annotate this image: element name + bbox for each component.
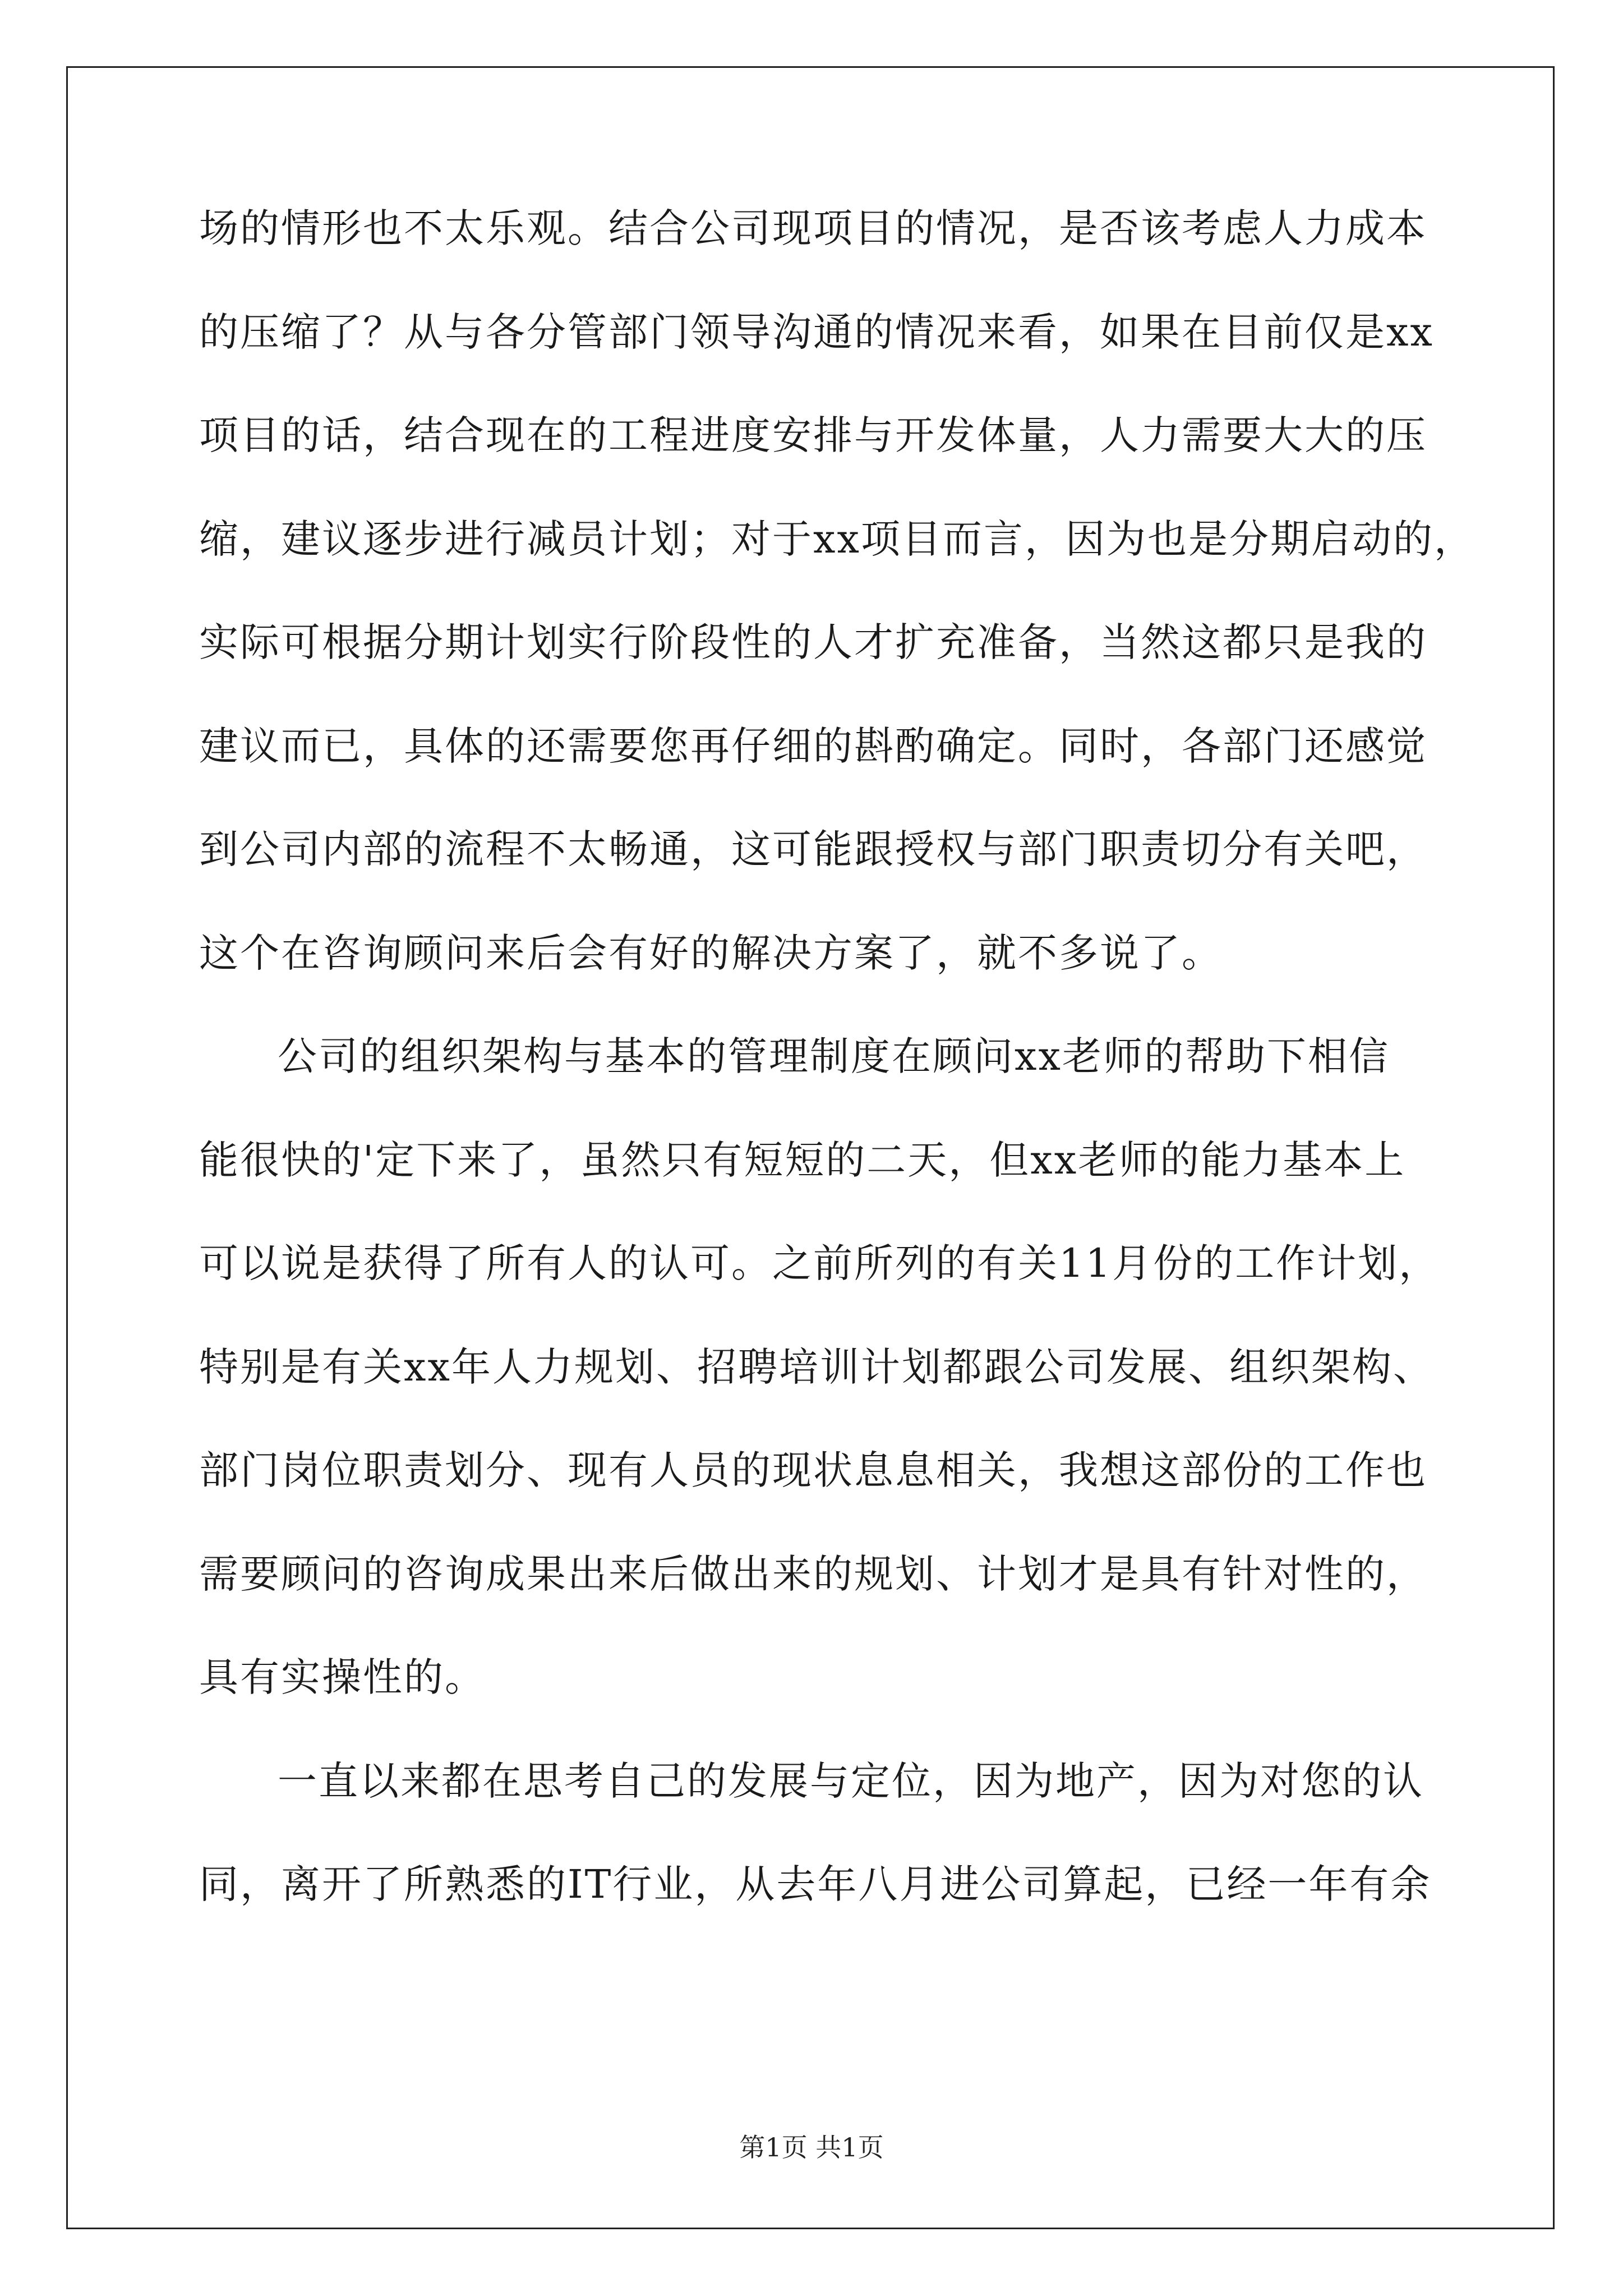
- text-line: 具有实操性的。: [199, 1654, 486, 1700]
- text-line: 这个在咨询顾问来后会有好的解决方案了，就不多说了。: [199, 930, 1223, 976]
- document-body: [199, 205, 1475, 1968]
- page-footer: 第1页 共1页: [739, 2132, 884, 2162]
- text-line: 能很快的'定下来了，虽然只有短短的二天，但xx老师的能力基本上: [199, 1137, 1406, 1183]
- text-line: 实际可根据分期计划实行阶段性的人才扩充准备，当然这都只是我的: [199, 619, 1427, 665]
- text-line: 场的情形也不太乐观。结合公司现项目的情况，是否该考虑人力成本: [199, 205, 1427, 251]
- text-line: 项目的话，结合现在的工程进度安排与开发体量，人力需要大大的压: [199, 412, 1427, 458]
- text-line: 到公司内部的流程不太畅通，这可能跟授权与部门职责切分有关吧，: [199, 826, 1427, 872]
- paragraph-start-line: 一直以来都在思考自己的发展与定位，因为地产，因为对您的认: [278, 1757, 1424, 1804]
- text-line: 同，离开了所熟悉的IT行业，从去年八月进公司算起，已经一年有余: [199, 1861, 1432, 1907]
- text-line: 可以说是获得了所有人的认可。之前所列的有关11月份的工作计划，: [199, 1240, 1440, 1286]
- text-line: 缩，建议逐步进行减员计划；对于xx项目而言，因为也是分期启动的，: [199, 516, 1475, 562]
- text-line: 需要顾问的咨询成果出来后做出来的规划、计划才是具有针对性的，: [199, 1550, 1427, 1597]
- text-line: 特别是有关xx年人力规划、招聘培训计划都跟公司发展、组织架构、: [199, 1343, 1434, 1390]
- paragraph-start-line: 公司的组织架构与基本的管理制度在顾问xx老师的帮助下相信: [278, 1033, 1390, 1079]
- text-line: 建议而已，具体的还需要您再仔细的斟酌确定。同时，各部门还感觉: [199, 723, 1427, 769]
- text-line: 的压缩了？从与各分管部门领导沟通的情况来看，如果在目前仅是xx: [199, 309, 1434, 355]
- text-line: 部门岗位职责划分、现有人员的现状息息相关，我想这部份的工作也: [199, 1447, 1427, 1493]
